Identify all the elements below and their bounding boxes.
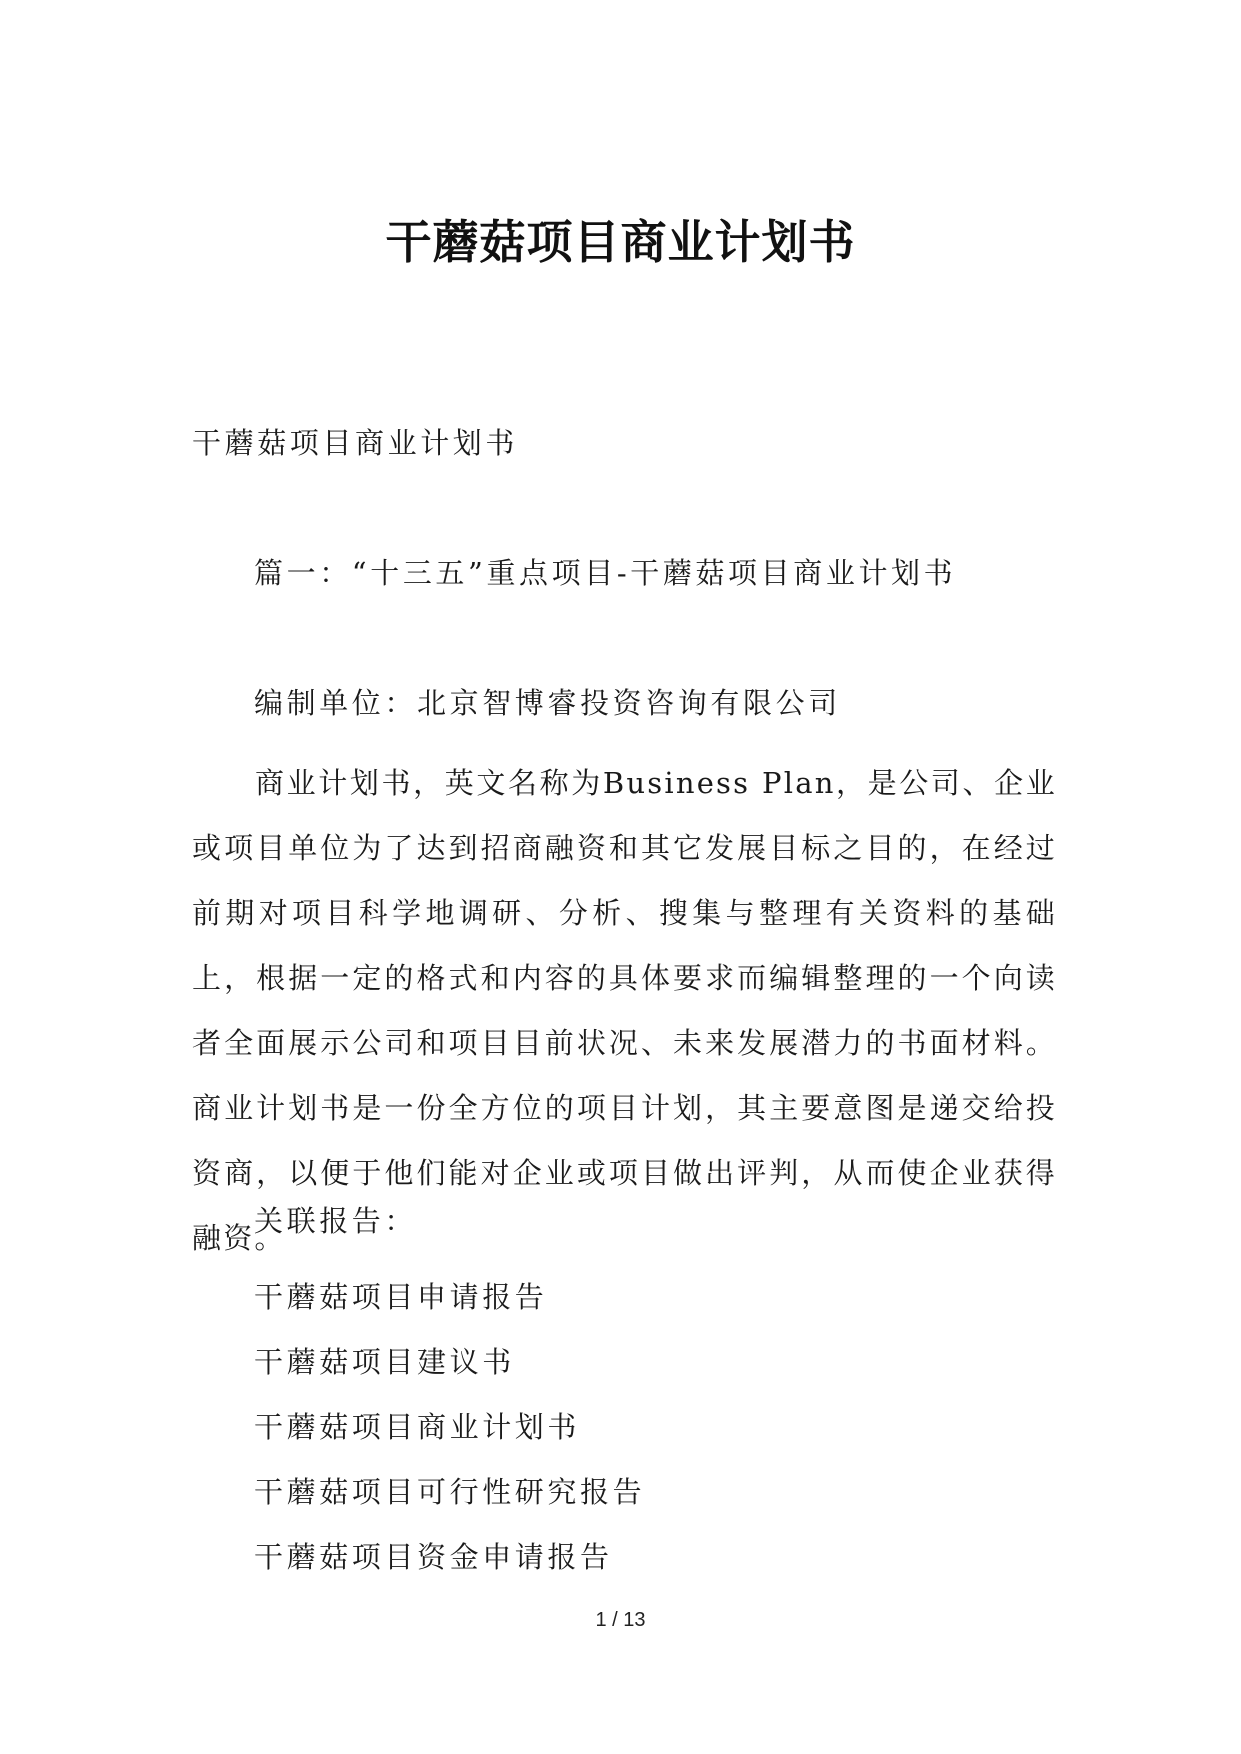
document-subtitle: 干蘑菇项目商业计划书 (192, 426, 519, 460)
page-number: 1 / 13 (595, 1609, 646, 1631)
related-report-item: 干蘑菇项目建议书 (254, 1345, 515, 1379)
compiler-line: 编制单位：北京智博睿投资咨询有限公司 (254, 686, 841, 720)
related-report-item: 干蘑菇项目商业计划书 (254, 1410, 581, 1444)
related-report-item: 干蘑菇项目申请报告 (254, 1280, 548, 1314)
related-reports-list (254, 1265, 645, 1590)
document-title: 干蘑菇项目商业计划书 (385, 215, 856, 269)
intro-paragraph: 商业计划书，英文名称为Business Plan，是公司、企业或项目单位为了达到招商融资和其它发展目标之目的，在经过前期对项目科学地调研、分析、搜集与整理有关资料的基础上，根据一定的格式和内容的具体要求而编辑整理的一个向读者全面展示公司和项目目前状况、未来发展潜力的书面材料。商业计划书是一份全方位的项目计划，其主要意图是递交给投资商，以便于他们能对企业或项目做出评判，从而使企业获得融资。 (192, 766, 1057, 1255)
related-reports-label: 关联报告： (254, 1204, 418, 1238)
related-report-item: 干蘑菇项目资金申请报告 (254, 1540, 613, 1574)
related-report-item: 干蘑菇项目可行性研究报告 (254, 1475, 646, 1509)
chapter-heading: 篇一：“十三五”重点项目-干蘑菇项目商业计划书 (254, 556, 957, 590)
